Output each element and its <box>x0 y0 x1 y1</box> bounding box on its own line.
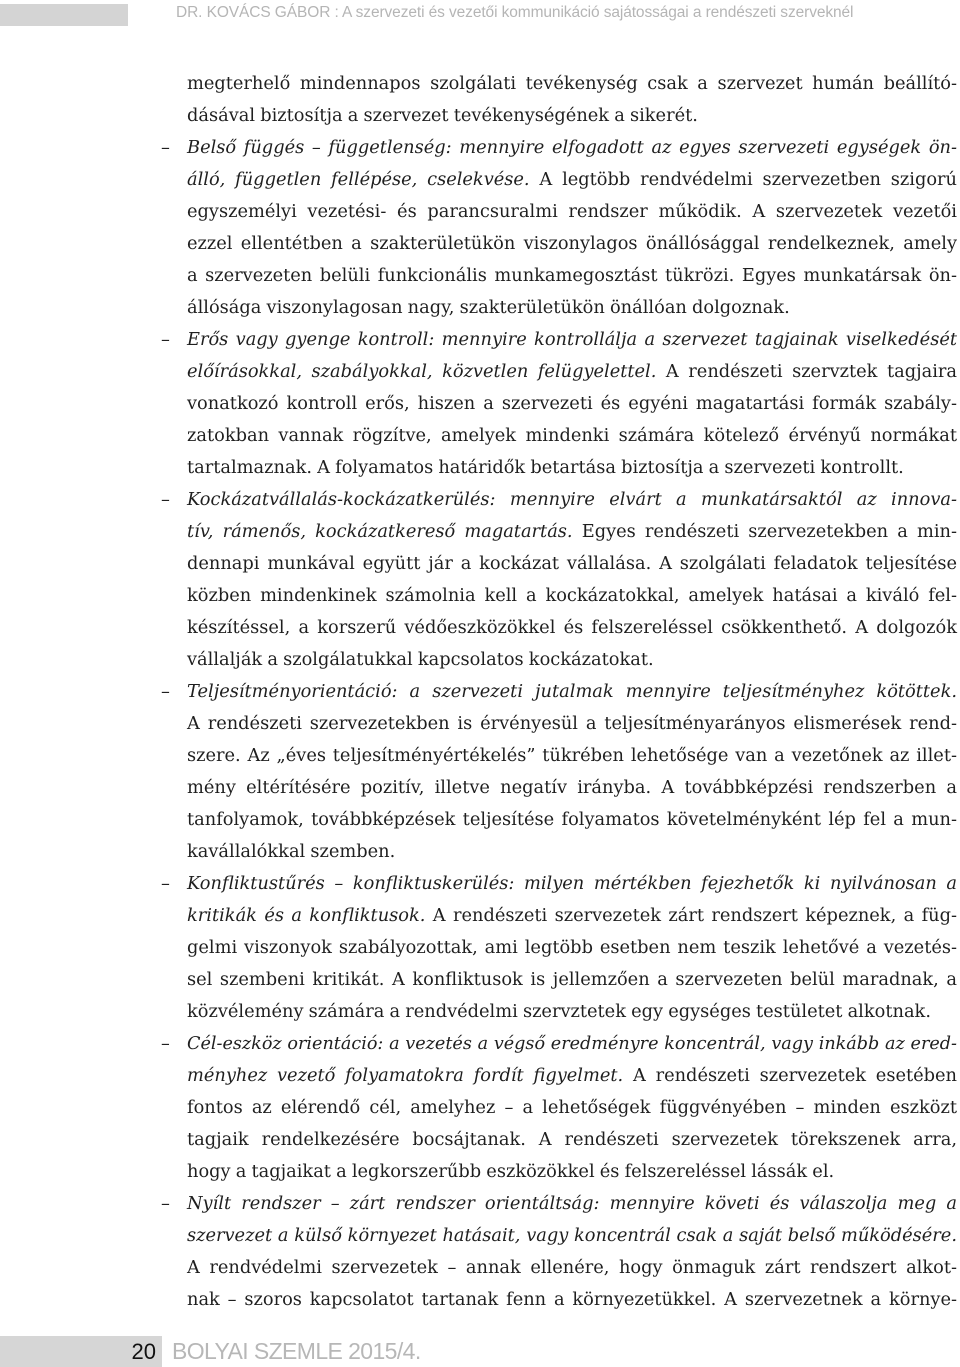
text-line <box>187 1092 957 1124</box>
text-line <box>187 996 957 1028</box>
text-segment: kavállalókkal szemben. <box>187 841 396 862</box>
text-line <box>187 388 957 420</box>
text-segment: egyszemélyi vezetési- és parancsuralmi rendszer működik. A szervezetek vezetői <box>187 201 957 222</box>
page-number: 20 <box>0 1336 162 1367</box>
text-segment: A legtöbb rendvédelmi szervezetben szigorú <box>529 169 957 190</box>
text-line <box>187 260 957 292</box>
text-line <box>187 516 957 548</box>
text-segment: állósága viszonylagosan nagy, szakterületükön önállóan dolgoznak. <box>187 297 790 318</box>
text-segment: dásával biztosítja a szervezet tevékenységének a sikerét. <box>187 105 698 126</box>
text-line <box>187 420 957 452</box>
text-segment: vállalják a szolgálatukkal kapcsolatos kockázatokat. <box>187 649 654 670</box>
text-segment: tagjaik rendelkezésére bocsájtanak. A rendészeti szervezetek törekszenek arra, <box>187 1129 957 1150</box>
text-line <box>187 900 957 932</box>
text-line <box>187 740 957 772</box>
text-line <box>161 484 957 516</box>
text-segment: közvélemény számára a rendvédelmi szervztetek egy egységes testületet alkotnak. <box>187 1001 931 1022</box>
text-segment: tív, rámenős, kockázatkereső magatartás. <box>187 521 573 542</box>
text-segment: A rendvédelmi szervezetek – annak ellenére, hogy önmaguk zárt rendszert alkot- <box>187 1257 957 1278</box>
journal-title: BOLYAI SZEMLE 2015/4. <box>172 1338 421 1364</box>
text-segment: nak – szoros kapcsolatot tartanak fenn a környezetükkel. A szervezetnek a környe- <box>187 1289 957 1310</box>
list-dash: – <box>161 489 170 510</box>
text-segment: szervezet a külső környezet hatásait, vagy koncentrál csak a saját belső működésére. <box>187 1225 957 1246</box>
text-line <box>187 772 957 804</box>
text-line <box>187 1220 957 1252</box>
text-line <box>187 1060 957 1092</box>
text-segment: álló, független fellépése, cselekvése. <box>187 169 530 190</box>
text-line <box>187 452 957 484</box>
text-line <box>187 1124 957 1156</box>
text-line <box>187 804 957 836</box>
text-segment: zatokban vannak rögzítve, amelyek mindenki számára kötelező érvényű normákat <box>187 425 957 446</box>
text-segment: tanfolyamok, továbbképzések teljesítése folyamatos követelményként lép fel a mun- <box>187 809 957 830</box>
text-segment: A rendészeti szervezetekben is érvényesül a teljesítményarányos elismerések rend- <box>187 713 957 734</box>
text-segment: sel szembeni kritikát. A konfliktusok is jellemzően a szervezeten belül maradnak, a <box>187 969 957 990</box>
text-line <box>187 964 957 996</box>
text-line <box>187 836 957 868</box>
text-segment: A rendészeti szervezetek zárt rendszert képeznek, a füg- <box>425 905 957 926</box>
list-dash: – <box>161 1034 170 1054</box>
running-title: DR. KOVÁCS GÁBOR : A szervezeti és vezetői kommunikáció sajátosságai a rendészeti szerveknél <box>176 4 854 21</box>
text-segment: a szervezeten belüli funkcionális munkamegosztást tükrözi. Egyes munkatársak ön- <box>187 265 957 286</box>
text-segment: közben mindenkinek számolnia kell a kockázatokkal, amelyek hatásai a kiváló fel- <box>187 585 957 606</box>
text-segment: tartalmaznak. A folyamatos határidők betartása biztosítja a szervezeti kontrollt. <box>187 457 904 478</box>
list-dash: – <box>161 329 170 350</box>
text-segment: mény eltérítésére pozitív, illetve negatív irányba. A továbbképzési rendszerben a <box>187 777 957 798</box>
text-segment: Erős vagy gyenge kontroll: mennyire kontrollálja a szervezet tagjainak viselkedését <box>187 329 957 350</box>
text-line <box>187 612 957 644</box>
text-segment: szere. Az „éves teljesítményértékelés” tükrében lehetősége van a vezetőnek az illet- <box>187 745 957 766</box>
text-segment: ezzel ellentétben a szakterületükön viszonylagos önállósággal rendelkeznek, amely <box>187 233 957 254</box>
text-segment: előírásokkal, szabályokkal, közvetlen felügyelettel. <box>187 361 657 382</box>
text-line <box>161 324 957 356</box>
running-header <box>0 0 960 30</box>
text-line <box>187 228 957 260</box>
text-segment: Cél-eszköz orientáció: a vezetés a végső eredményre koncentrál, vagy inkább az ered- <box>187 1034 957 1054</box>
text-line <box>187 644 957 676</box>
text-segment: Nyílt rendszer – zárt rendszer orientáltság: mennyire követi és válaszolja meg a <box>187 1193 957 1214</box>
text-segment: megterhelő mindennapos szolgálati tevékenység csak a szervezet humán beállító- <box>187 73 957 94</box>
text-segment: készítéssel, a korszerű védőeszközökkel és felszereléssel csökkenthető. A dolgozók <box>187 617 957 638</box>
text-segment: A rendészeti szervezetek esetében <box>623 1065 957 1086</box>
body-text <box>161 68 957 1316</box>
text-line <box>187 932 957 964</box>
text-line <box>187 580 957 612</box>
text-line <box>187 1252 957 1284</box>
text-line <box>187 292 957 324</box>
text-line <box>187 164 957 196</box>
text-line <box>187 196 957 228</box>
text-line <box>187 708 957 740</box>
text-line <box>187 1156 957 1188</box>
header-tab-block <box>0 4 128 26</box>
text-line <box>161 868 957 900</box>
list-dash: – <box>161 681 170 702</box>
text-line <box>187 1284 957 1316</box>
text-line <box>187 356 957 388</box>
text-segment: Teljesítményorientáció: a szervezeti jutalmak mennyire teljesítményhez kötöttek. <box>187 681 957 702</box>
text-line <box>187 100 957 132</box>
text-line <box>187 548 957 580</box>
list-dash: – <box>161 873 170 894</box>
list-dash: – <box>161 1193 170 1214</box>
text-segment: Belső függés – függetlenség: mennyire elfogadott az egyes szervezeti egységek ön- <box>187 137 957 158</box>
text-segment: dennapi munkával együtt jár a kockázat vállalása. A szolgálati feladatok teljesítése <box>187 553 957 574</box>
text-segment: Konfliktustűrés – konfliktuskerülés: milyen mértékben fejezhetők ki nyilvánosan a <box>187 873 957 894</box>
text-segment: kritikák és a konfliktusok. <box>187 905 426 926</box>
text-line <box>161 1188 957 1220</box>
text-line <box>161 1028 957 1060</box>
text-segment: Kockázatvállalás-kockázatkerülés: mennyire elvárt a munkatársaktól az innova- <box>187 489 957 510</box>
text-segment: fontos az elérendő cél, amelyhez – a lehetőségek függvényében – minden eszközt <box>187 1097 957 1118</box>
text-line <box>187 68 957 100</box>
text-segment: A rendészeti szervztek tagjaira <box>656 361 957 382</box>
text-segment: vonatkozó kontroll erős, hiszen a szervezeti és egyéni magatartási formák szabály- <box>187 393 957 414</box>
text-segment: Egyes rendészeti szervezetekben a min- <box>572 521 957 542</box>
text-segment: hogy a tagjaikat a legkorszerűbb eszközökkel és felszereléssel lássák el. <box>187 1161 835 1182</box>
text-segment: gelmi viszonyok szabályozottak, ami legtöbb esetben nem teszik lehetővé a vezetés- <box>187 937 957 958</box>
list-dash: – <box>161 137 170 158</box>
text-line <box>161 676 957 708</box>
text-segment: ményhez vezető folyamatokra fordít figyelmet. <box>187 1065 624 1086</box>
text-line <box>161 132 957 164</box>
